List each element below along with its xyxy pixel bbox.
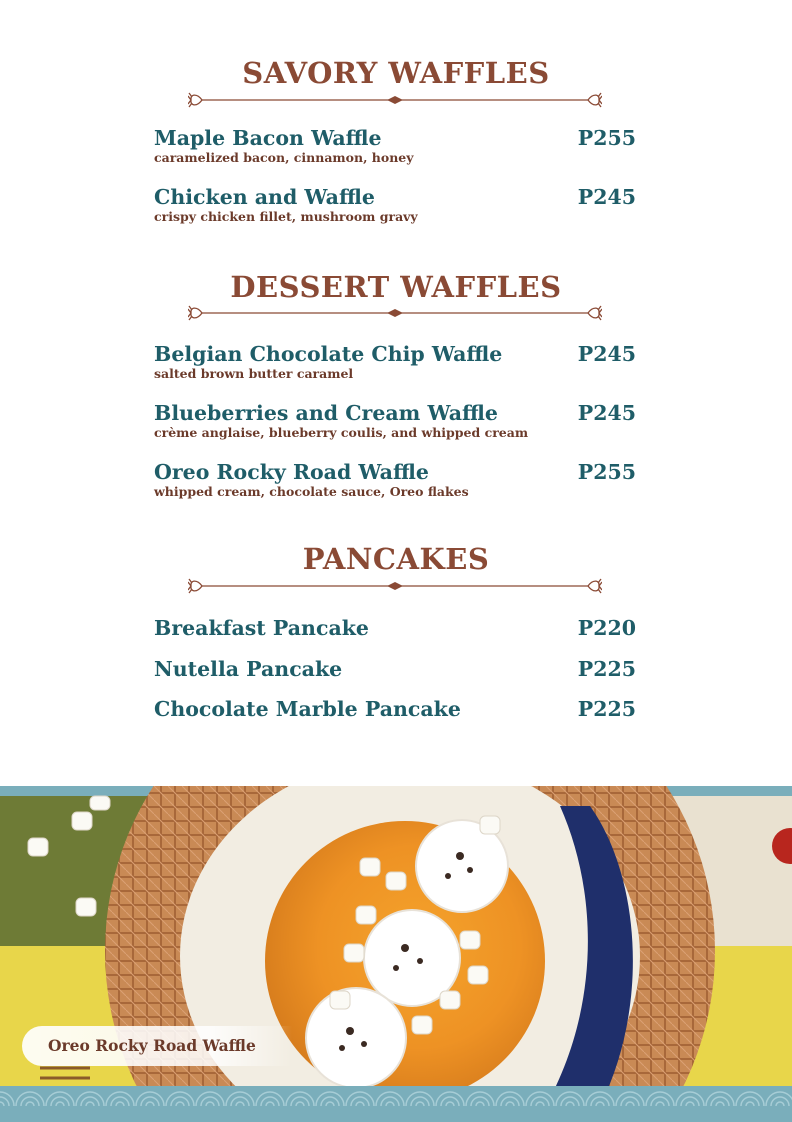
- item-description: salted brown butter caramel: [154, 366, 354, 381]
- item-price: P220: [577, 616, 636, 640]
- item-name: Nutella Pancake: [154, 657, 343, 681]
- item-price: P255: [577, 126, 636, 150]
- item-price: P245: [577, 185, 636, 209]
- item-name: Breakfast Pancake: [154, 616, 369, 640]
- ornament-divider: [188, 89, 602, 111]
- item-name: Maple Bacon Waffle: [154, 126, 382, 150]
- ornament-divider: [188, 575, 602, 597]
- photo-caption: [22, 1026, 292, 1066]
- item-price: P255: [577, 460, 636, 484]
- item-price: P225: [577, 657, 636, 681]
- item-price: P245: [577, 401, 636, 425]
- item-price: P225: [577, 697, 636, 721]
- section-title-pancakes: PANCAKES: [302, 542, 490, 576]
- ornament-divider: [188, 302, 602, 324]
- item-description: whipped cream, chocolate sauce, Oreo flakes: [154, 484, 469, 499]
- item-name: Chocolate Marble Pancake: [154, 697, 461, 721]
- item-name: Chicken and Waffle: [154, 185, 375, 209]
- item-description: caramelized bacon, cinnamon, honey: [154, 150, 414, 165]
- food-photo: [0, 786, 792, 1122]
- item-name: Oreo Rocky Road Waffle: [154, 460, 429, 484]
- section-title-dessert-waffles: DESSERT WAFFLES: [230, 270, 562, 304]
- item-name: Blueberries and Cream Waffle: [154, 401, 498, 425]
- pancake-photo-illustration: [0, 786, 792, 1122]
- item-name: Belgian Chocolate Chip Waffle: [154, 342, 503, 366]
- section-title-savory-waffles: SAVORY WAFFLES: [242, 56, 550, 90]
- item-description: crispy chicken fillet, mushroom gravy: [154, 209, 418, 224]
- item-description: crème anglaise, blueberry coulis, and whipped cream: [154, 425, 529, 440]
- photo-caption-text: Oreo Rocky Road Waffle: [48, 1036, 256, 1055]
- item-price: P245: [577, 342, 636, 366]
